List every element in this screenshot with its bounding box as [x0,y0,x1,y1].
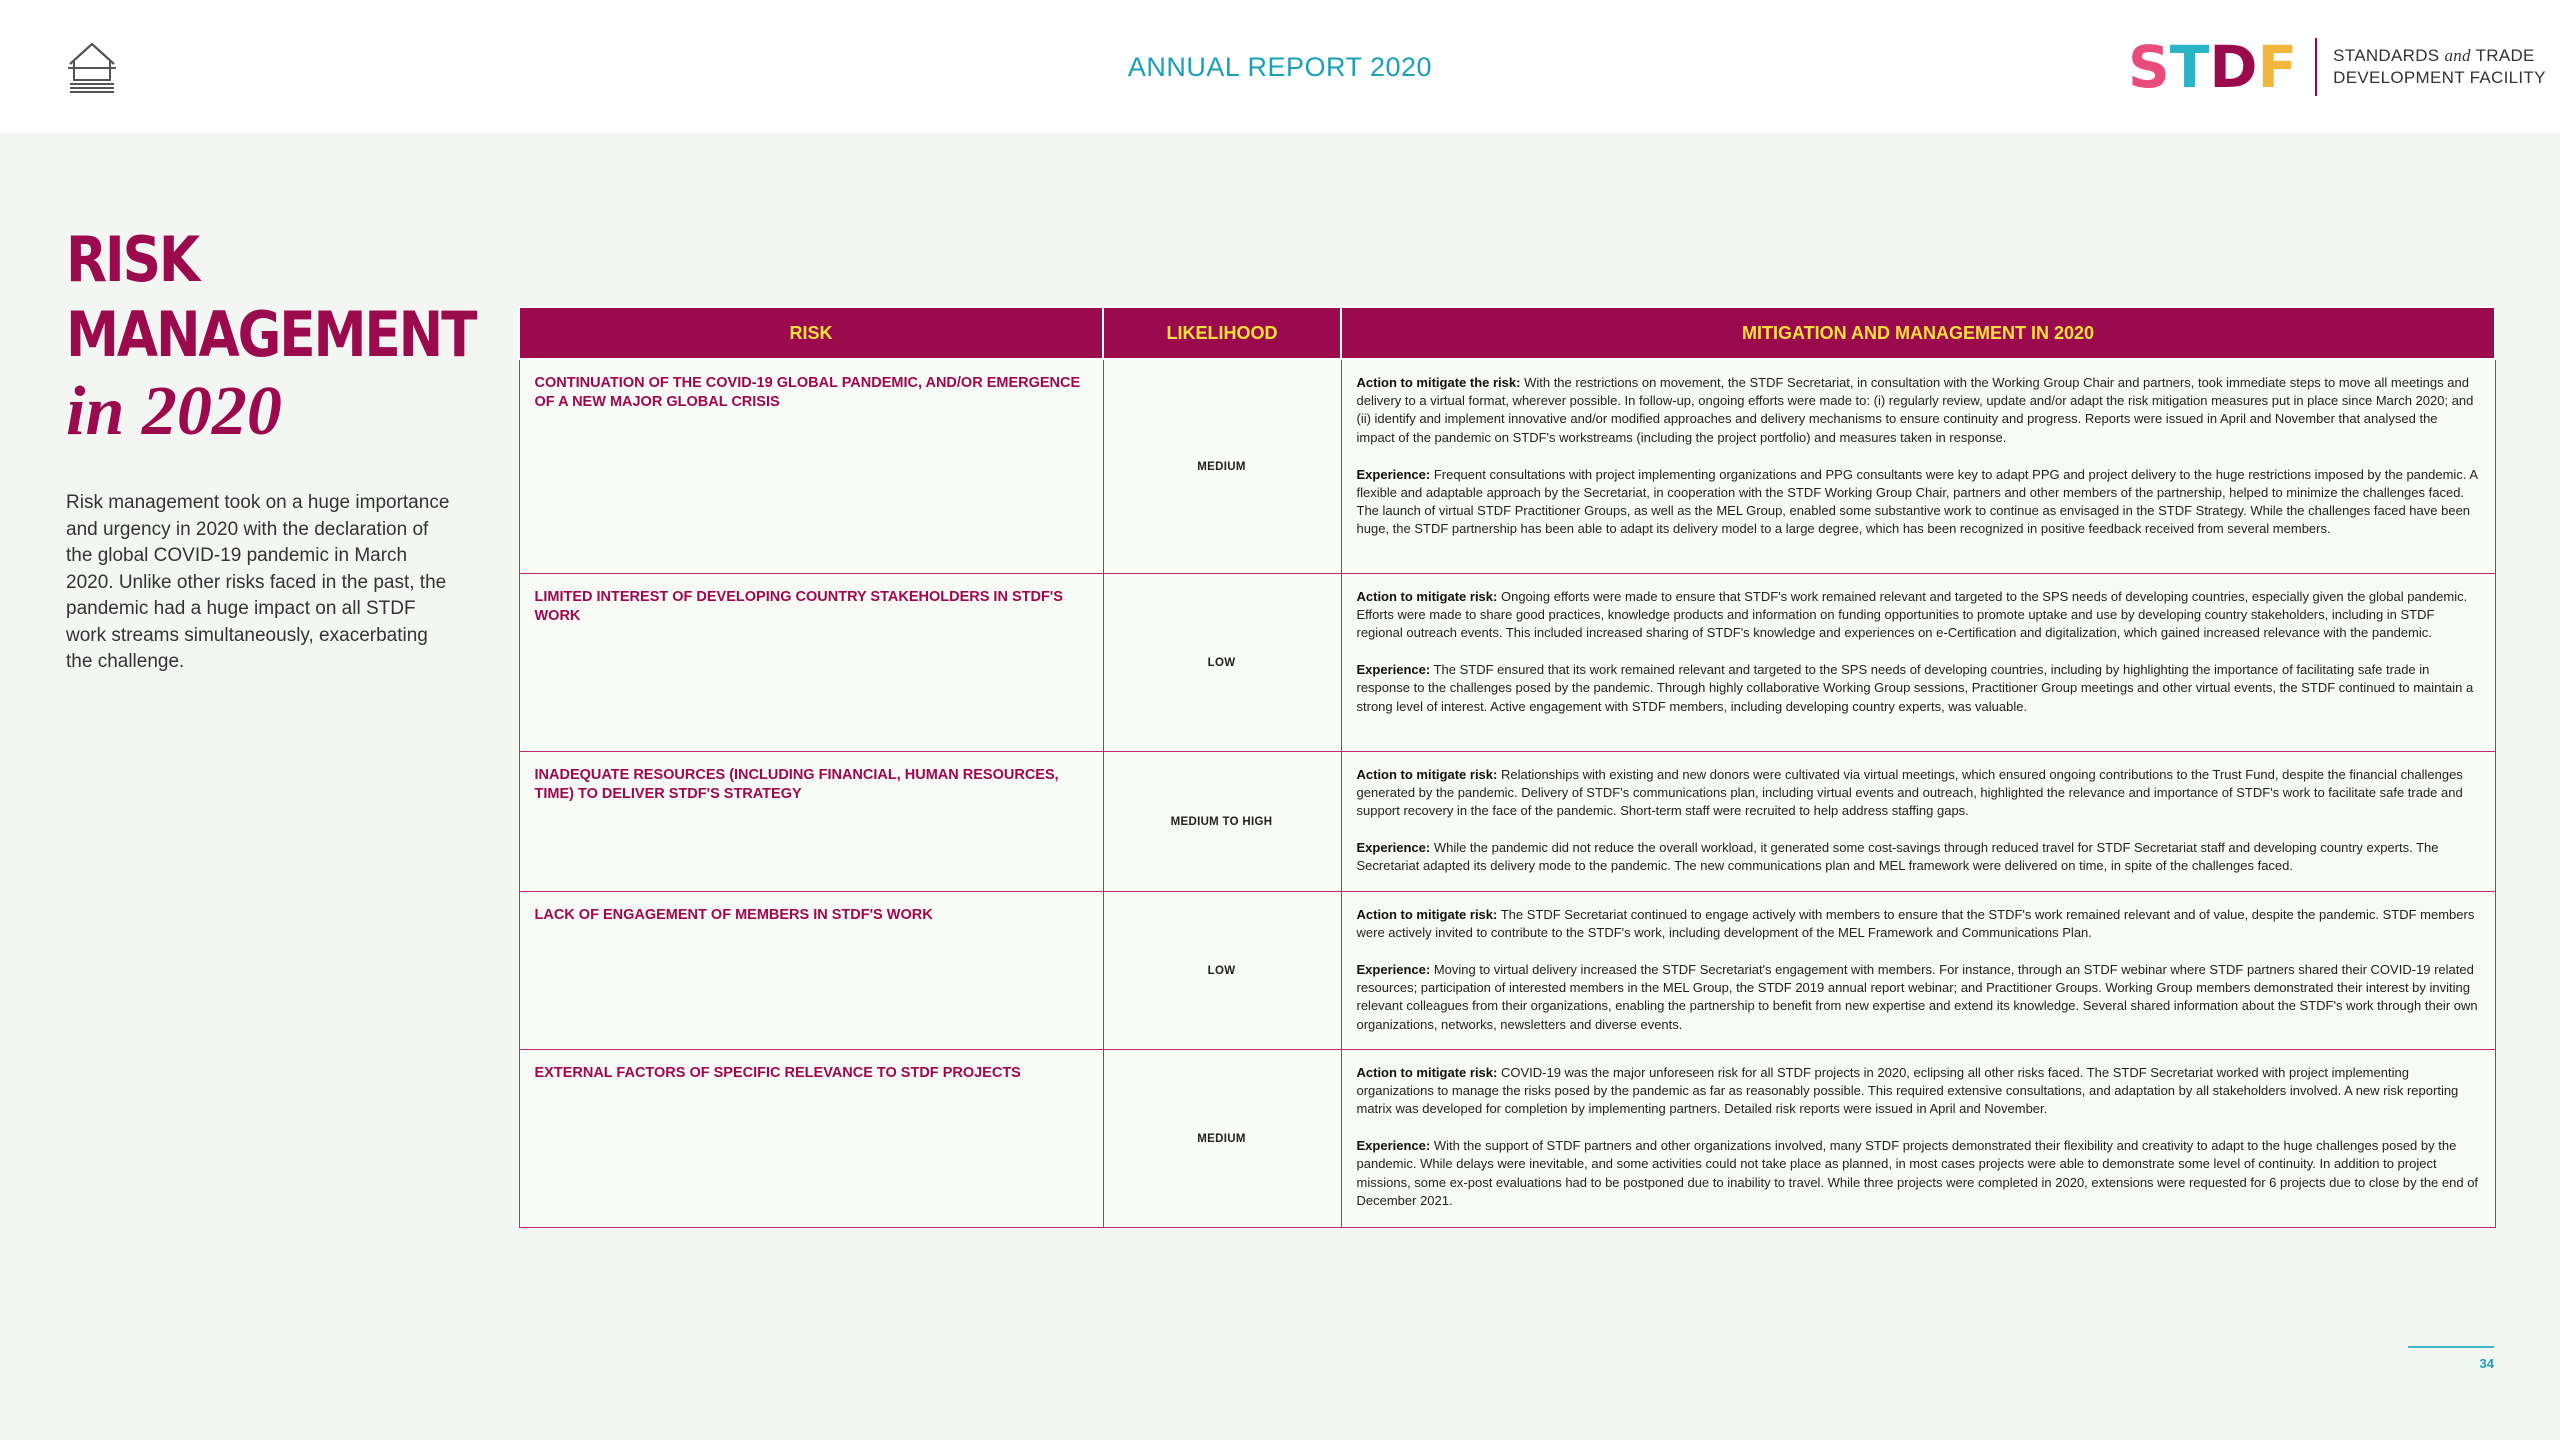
table-row [519,359,2495,573]
heading-line-management: MANAGEMENT [66,298,476,371]
experience-paragraph [1357,466,2479,539]
action-label: Action to mitigate risk: [1356,906,1498,922]
table-row [519,573,2495,751]
table-row [519,751,2495,891]
experience-paragraph [1357,961,2479,1034]
experience-label: Experience: [1356,662,1431,678]
intro-paragraph: Risk management took on a huge importance and urgency in 2020 with the declaration of the global COVID-19 pandemic in March 2020. Unlike other risks faced in the past, the pandemic had a huge impact on all STDF work streams simultaneously, exacerbating the challenge. [66,492,450,672]
experience-text: The STDF ensured that its work remained relevant and targeted to the SPS needs of developing countries, including by highlighting the importance of facilitating safe trade in response to the challenges posed by the pandemic. Through highly collaborative Working Group sessions, Practitioner Group meetings and other virtual events, the STDF continued to maintain a strong level of interest. Active engagement with STDF members, including developing country experts, was valuable. [1356,662,2474,714]
action-paragraph [1357,588,2479,643]
action-paragraph [1357,766,2479,821]
action-paragraph [1357,1064,2479,1119]
action-paragraph [1357,374,2479,447]
action-text: The STDF Secretariat continued to engage actively with members to ensure that the STDF's work remained relevant and of value, despite the pandemic. STDF members were actively invited to contribute to the STDF's work, including development of the MEL Framework and Communications Plan. [1356,906,2475,940]
heading-line-risk: RISK [66,223,199,296]
likelihood-cell: MEDIUM TO HIGH [1103,751,1341,891]
section-heading [66,222,542,452]
mitigation-cell [1341,573,2495,751]
experience-text: Moving to virtual delivery increased the STDF Secretariat's engagement with members. For instance, through an STDF webinar where STDF partners shared their COVID-19 related resources; participation of interested members in the MEL Group, the STDF 2019 annual report webinar; and Practitioner Groups. Working Group members demonstrated their interest by inviting relevant colleagues from their organizations, enabling the partnership to benefit from new expertise and extend its knowledge. Several shared information about the STDF's work through their own organizations, networks, newsletters and diverse events. [1356,961,2478,1032]
experience-paragraph [1357,1137,2479,1210]
mitigation-cell [1341,891,2495,1049]
experience-paragraph [1357,839,2479,875]
logo-text-and: and [2444,46,2471,65]
logo-text-standards: STANDARDS [2333,46,2445,65]
risk-cell [519,573,1103,751]
page-number: 34 [2479,1356,2494,1371]
action-text: Relationships with existing and new donors were cultivated via virtual meetings, which ensured ongoing contributions to the Trust Fund, despite the financial challenges generated by the pandemic. Delivery of STDF's communications plan, including virtual events and outreach, highlighted the relevance and importance of STDF's work to facilitate safe trade and support recovery in the face of the pandemic. Short-term staff were recruited to help address staffing gaps. [1356,766,2463,818]
logo-text-trade: TRADE [2470,46,2535,65]
header-risk: RISK [519,307,1103,359]
risk-name: INADEQUATE RESOURCES (INCLUDING FINANCIAL, HUMAN RESOURCES, TIME) TO DELIVER STDF'S STRATEGY [534,766,1059,802]
action-text: With the restrictions on movement, the STDF Secretariat, in consultation with the Working Group Chair and partners, took immediate steps to move all meetings and delivery to a virtual format, wherever possible. In follow-up, ongoing efforts were made to: (i) regularly review, update and/or adapt the risk mitigation measures put in place since March 2020; and (ii) identify and implement innovative and/or modified approaches and delivery mechanisms to ensure continuity and progress. Reports were issued in April and November that analysed the impact of the pandemic on STDF's workstreams (including the project portfolio) and measures taken in response. [1356,375,2474,445]
logo-letter: D [2209,33,2258,101]
action-label: Action to mitigate risk: [1356,1064,1498,1080]
action-label: Action to mitigate the risk: [1356,375,1521,390]
action-label: Action to mitigate risk: [1356,588,1498,604]
logo-wordmark [2333,45,2546,89]
experience-paragraph [1357,661,2479,716]
likelihood-cell: MEDIUM [1103,1049,1341,1227]
logo-letter: F [2257,33,2298,101]
action-text: Ongoing efforts were made to ensure that STDF's work remained relevant and targeted to the SPS needs of developing countries, especially given the global pandemic. Efforts were made to share good practices, knowledge products and information on funding opportunities to promote uptake and use by developing country stakeholders, including in STDF regional outreach events. This included increased sharing of STDF's knowledge and experiences on e-Certification and digitalization, which gained increased relevance with the pandemic. [1356,588,2468,640]
mitigation-cell [1341,359,2495,573]
header-likelihood: LIKELIHOOD [1103,307,1341,359]
page-number-rule [2408,1346,2494,1348]
header-mitigation: MITIGATION AND MANAGEMENT IN 2020 [1341,307,2495,359]
experience-label: Experience: [1356,961,1431,977]
heading-line-year: in 2020 [66,373,282,450]
risk-cell [519,891,1103,1049]
risk-cell [519,751,1103,891]
experience-label: Experience: [1356,840,1431,856]
experience-label: Experience: [1356,466,1431,482]
risk-name: LACK OF ENGAGEMENT OF MEMBERS IN STDF'S WORK [534,906,933,923]
logo-letter: T [2169,33,2210,101]
likelihood-cell: LOW [1103,891,1341,1049]
table-row [519,1049,2495,1227]
experience-text: Frequent consultations with project implementing organizations and PPG consultants were key to adapt PPG and project delivery to the huge restrictions imposed by the pandemic. A flexible and adaptable approach by the Secretariat, in cooperation with the STDF Working Group Chair, partners and other members of the partnership, helped to minimize the challenges faced. The launch of virtual STDF Practitioner Groups, as well as the MEL Group, enabled some substantive work to continue as envisaged in the STDF Strategy. While the challenges faced have been huge, the STDF partnership has been able to adapt its delivery model to a large degree, which has been recognized in positive feedback received from several members. [1356,466,2478,537]
experience-label: Experience: [1356,1138,1431,1154]
table-row [519,891,2495,1049]
logo-letter: S [2128,33,2170,101]
experience-text: With the support of STDF partners and other organizations involved, many STDF projects demonstrated their flexibility and creativity to adapt to the huge challenges posed by the pandemic. While delays were inevitable, and some activities could not take place as planned, in most cases projects were able to demonstrate some level of continuity. In addition to project missions, some ex-post evaluations had to be postponed due to inability to travel. While three projects were completed in 2020, extensions were requested for 6 projects due to close by the end of December 2021. [1356,1138,2479,1208]
top-bar [0,0,2560,133]
logo-letters [2128,33,2298,101]
action-text: COVID-19 was the major unforeseen risk for all STDF projects in 2020, eclipsing all other risks faced. The STDF Secretariat worked with project implementing organizations to manage the risks posed by the pandemic as far as reasonably possible. This required extensive consultations, and adaptation by all stakeholders involved. A new risk reporting matrix was developed for completion by implementing partners. Detailed risk reports were issued in April and November. [1356,1064,2459,1116]
logo-divider [2315,38,2317,96]
risk-table [518,306,2496,1228]
risk-name: CONTINUATION OF THE COVID-19 GLOBAL PANDEMIC, AND/OR EMERGENCE OF A NEW MAJOR GLOBAL CRISIS [534,375,1081,410]
report-title: ANNUAL REPORT 2020 [1127,52,1433,82]
action-label: Action to mitigate risk: [1356,766,1498,782]
likelihood-cell: LOW [1103,573,1341,751]
risk-name: LIMITED INTEREST OF DEVELOPING COUNTRY STAKEHOLDERS IN STDF'S WORK [534,588,1063,624]
logo-text-line2: DEVELOPMENT FACILITY [2333,68,2546,87]
risk-cell [519,359,1103,573]
risk-cell [519,1049,1103,1227]
table-header-row [519,307,2495,359]
stdf-logo[interactable] [2128,33,2546,101]
experience-text: While the pandemic did not reduce the overall workload, it generated some cost-savings through reduced travel for STDF Secretariat staff and developing country experts. The Secretariat adapted its delivery mode to the pandemic. The new communications plan and MEL framework were delivered on time, in spite of the challenges faced. [1356,840,2439,874]
action-paragraph [1357,906,2479,942]
mitigation-cell [1341,751,2495,891]
mitigation-cell [1341,1049,2495,1227]
likelihood-cell: MEDIUM [1103,359,1341,573]
risk-name: EXTERNAL FACTORS OF SPECIFIC RELEVANCE TO STDF PROJECTS [534,1064,1021,1081]
